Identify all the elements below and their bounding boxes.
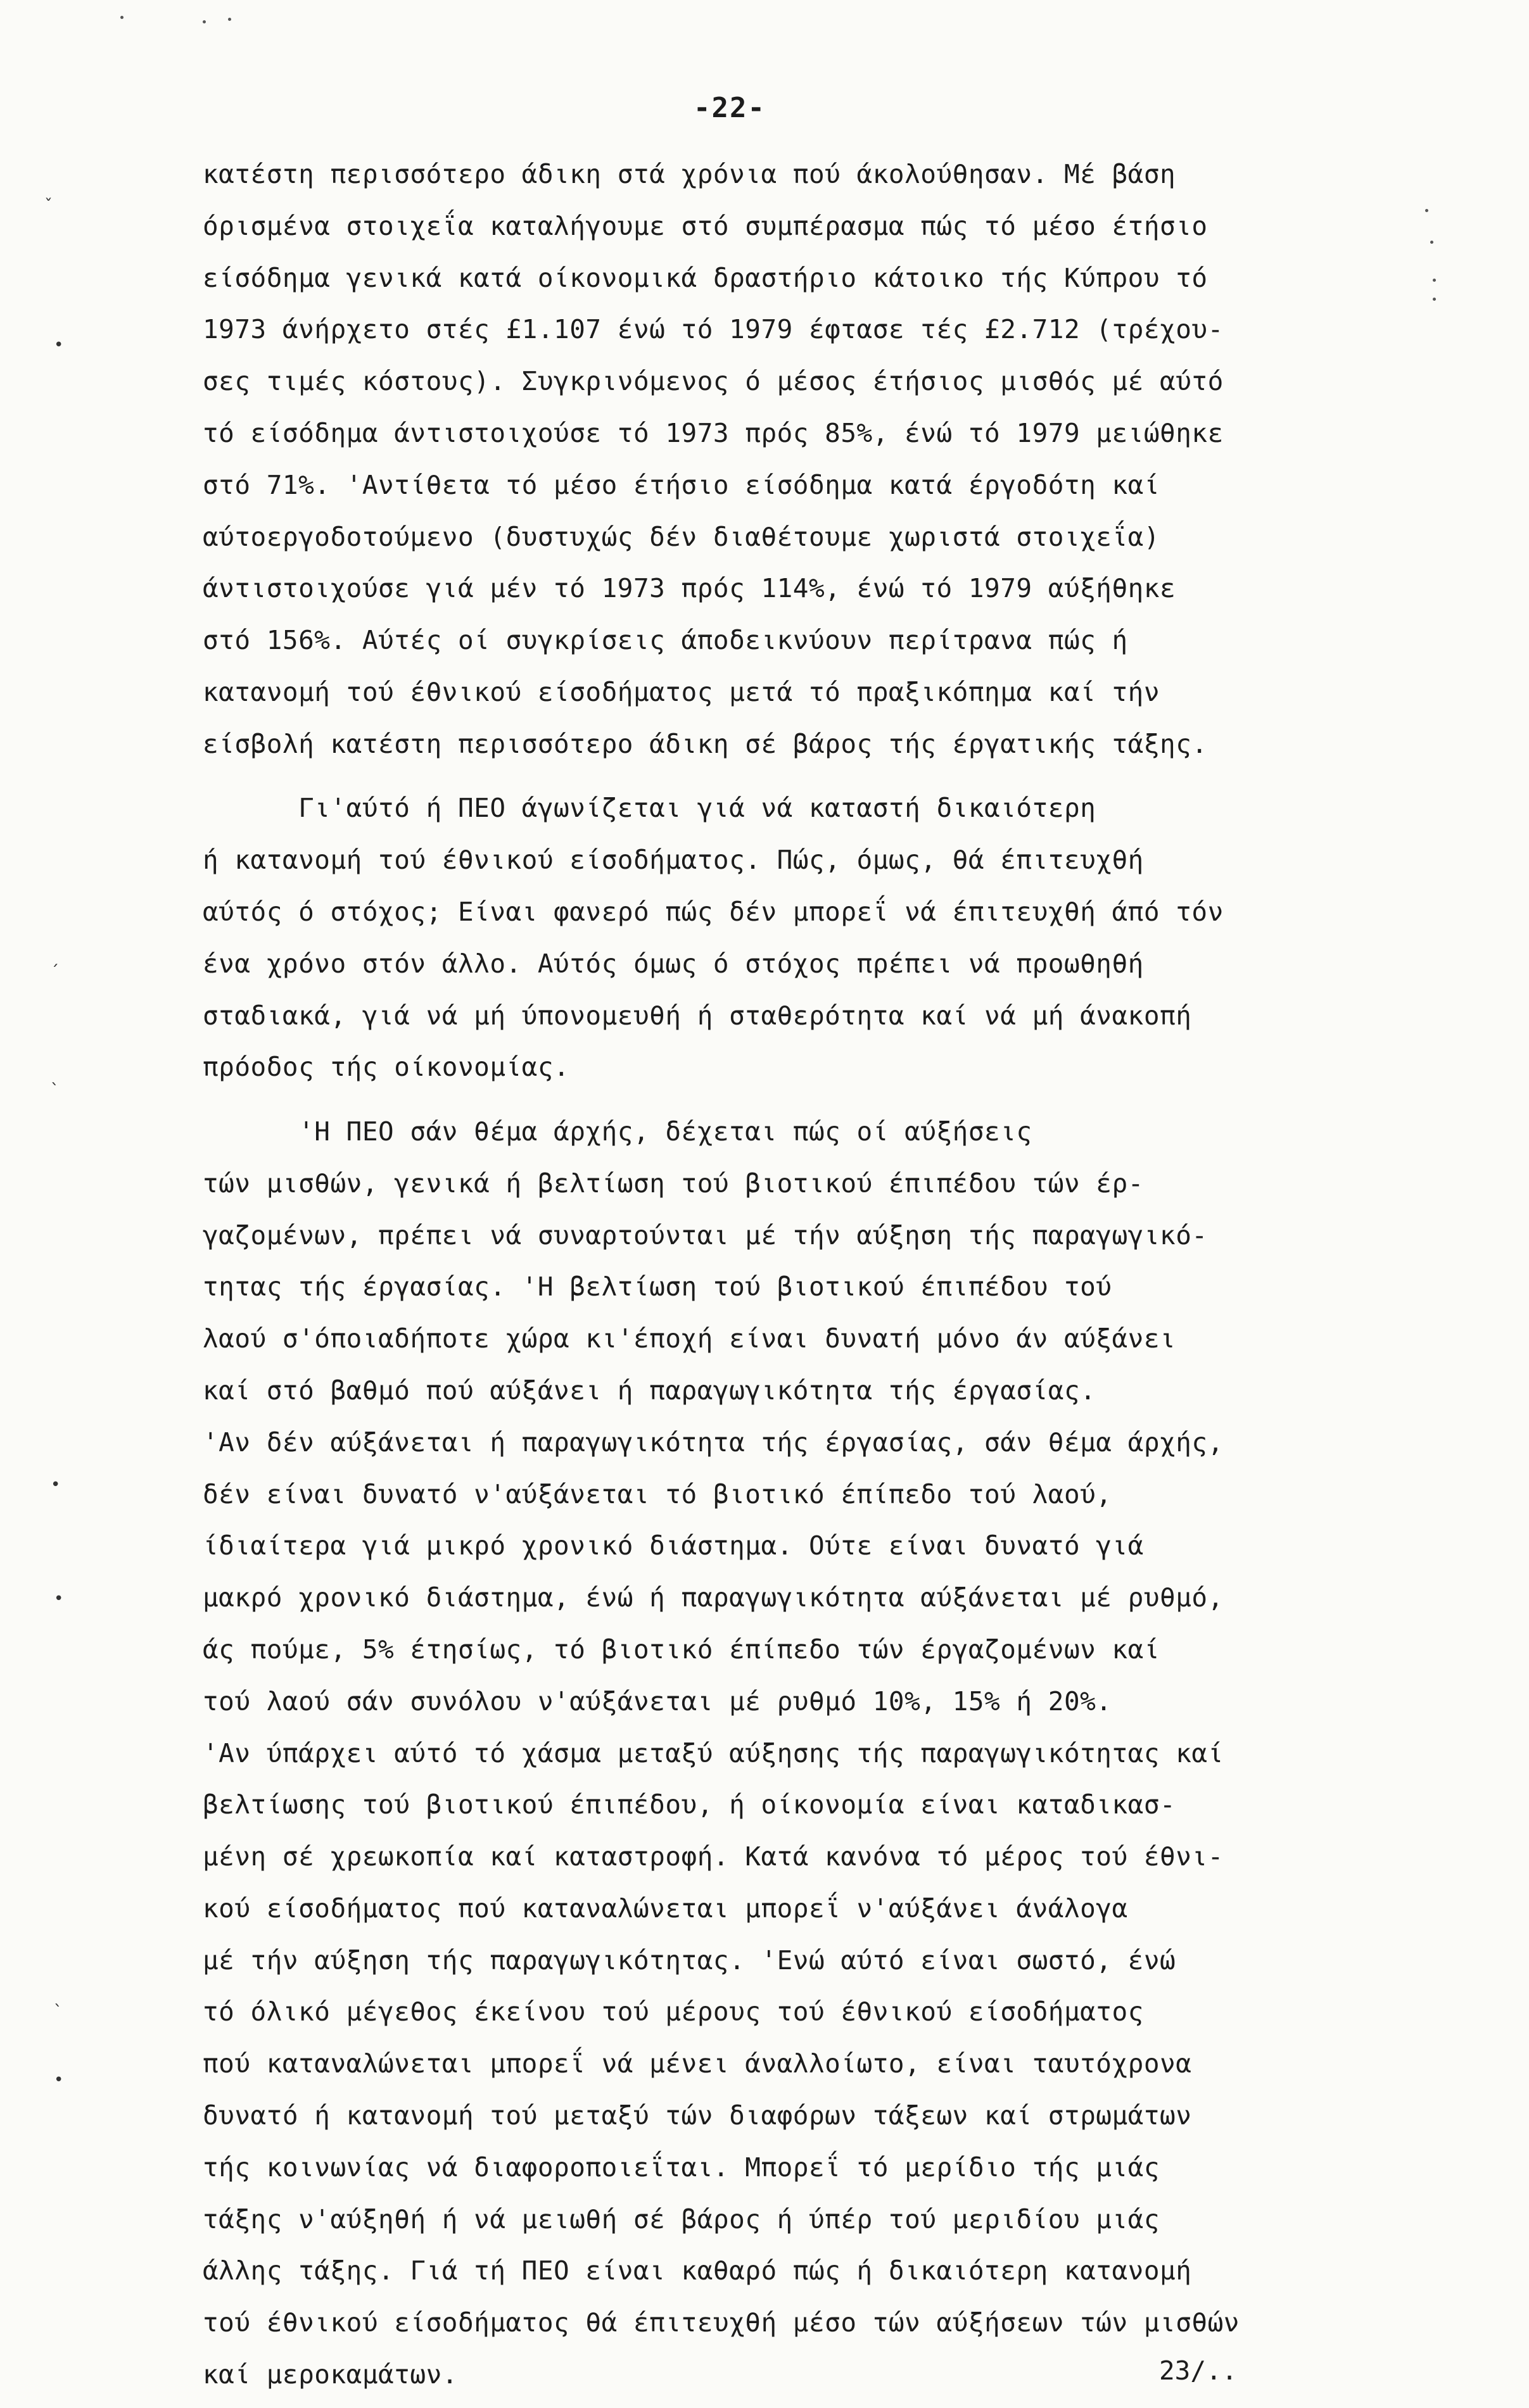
text-line: στό 156%. Αύτές οί συγκρίσεις άποδεικνύουν περίτρανα πώς ή — [203, 625, 1128, 655]
text-line: άς πούμε, 5% έτησίως, τό βιοτικό έπίπεδο τών έργαζομένων καί — [203, 1634, 1160, 1665]
scan-speck — [120, 16, 124, 19]
text-line: 1973 άνήρχετο στές £1.107 ένώ τό 1979 έφτασε τές £2.712 (τρέχου- — [203, 314, 1224, 344]
scan-speck — [1430, 241, 1433, 244]
text-line: δέν είναι δυνατό ν'αύξάνεται τό βιοτικό έπίπεδο τού λαού, — [203, 1479, 1112, 1510]
text-line: σες τιμές κόστους). Συγκρινόμενος ό μέσος έτήσιος μισθός μέ αύτό — [203, 366, 1224, 396]
text-line: αύτός ό στόχος; Είναι φανερό πώς δέν μπορεΐ νά έπιτευχθή άπό τόν — [203, 897, 1224, 927]
text-line: αύτοεργοδοτούμενο (δυστυχώς δέν διαθέτουμε χωριστά στοιχεΐα) — [203, 522, 1160, 552]
text-line: λαού σ'όποιαδήποτε χώρα κι'έποχή είναι δυνατή μόνο άν αύξάνει — [203, 1323, 1176, 1354]
text-line: καί μεροκαμάτων. — [203, 2359, 458, 2390]
margin-mark: • — [51, 1475, 61, 1494]
margin-mark: • — [54, 2071, 64, 2090]
text-line: άντιστοιχούσε γιά μέν τό 1973 πρός 114%, ένώ τό 1979 αύξήθηκε — [203, 573, 1176, 603]
text-line: ένα χρόνο στόν άλλο. Αύτός όμως ό στόχος πρέπει νά προωθηθή — [203, 949, 1144, 979]
text-line: δυνατό ή κατανομή τού μεταξύ τών διαφόρων τάξεων καί στρωμάτων — [203, 2100, 1192, 2131]
text-line: 'Η ΠΕΟ σάν θέμα άρχής, δέχεται πώς οί αύξήσεις — [203, 1116, 1032, 1147]
margin-mark: ˇ — [44, 196, 53, 215]
scan-speck — [203, 20, 206, 23]
next-page-marker: 23/.. — [1159, 2355, 1238, 2386]
text-line: πού καταναλώνεται μπορεΐ νά μένει άναλλοίωτο, είναι ταυτόχρονα — [203, 2048, 1192, 2079]
margin-mark: ˊ — [51, 962, 59, 981]
text-line: κατέστη περισσότερο άδικη στά χρόνια πού άκολούθησαν. Μέ βάση — [203, 159, 1176, 189]
text-line: τάξης ν'αύξηθή ή νά μειωθή σέ βάρος ή ύπέρ τού μεριδίου μιάς — [203, 2204, 1160, 2235]
text-line: τό είσόδημα άντιστοιχούσε τό 1973 πρός 85%, ένώ τό 1979 μειώθηκε — [203, 418, 1224, 448]
text-line: γαζομένων, πρέπει νά συναρτούνται μέ τήν αύξηση τής παραγωγικό- — [203, 1220, 1208, 1251]
text-line: Γι'αύτό ή ΠΕΟ άγωνίζεται γιά νά καταστή δικαιότερη — [203, 793, 1096, 823]
text-line: βελτίωσης τού βιοτικού έπιπέδου, ή οίκονομία είναι καταδικασ- — [203, 1789, 1176, 1820]
text-line: σταδιακά, γιά νά μή ύπονομευθή ή σταθερότητα καί νά μή άνακοπή — [203, 1000, 1192, 1031]
text-line: κατανομή τού έθνικού είσοδήματος μετά τό πραξικόπημα καί τήν — [203, 677, 1160, 707]
text-line: τού έθνικού είσοδήματος θά έπιτευχθή μέσο τών αύξήσεων τών μισθών — [203, 2307, 1240, 2338]
scan-speck — [228, 18, 231, 21]
text-line: τό όλικό μέγεθος έκείνου τού μέρους τού έθνικού είσοδήματος — [203, 1996, 1144, 2027]
text-line: ίδιαίτερα γιά μικρό χρονικό διάστημα. Ούτε είναι δυνατό γιά — [203, 1530, 1144, 1561]
text-line: κού είσοδήματος πού καταναλώνεται μπορεΐ ν'αύξάνει άνάλογα — [203, 1893, 1128, 1924]
text-line: τητας τής έργασίας. 'Η βελτίωση τού βιοτικού έπιπέδου τού — [203, 1271, 1112, 1302]
margin-mark: ˎ — [54, 1988, 62, 2007]
text-line: 'Αν δέν αύξάνεται ή παραγωγικότητα τής έργασίας, σάν θέμα άρχής, — [203, 1427, 1224, 1458]
margin-mark: • — [54, 1589, 64, 1608]
text-line: είσβολή κατέστη περισσότερο άδικη σέ βάρος τής έργατικής τάξης. — [203, 729, 1208, 759]
text-line: άλλης τάξης. Γιά τή ΠΕΟ είναι καθαρό πώς ή δικαιότερη κατανομή — [203, 2255, 1192, 2286]
page-number: -22- — [694, 92, 766, 124]
text-line: καί στό βαθμό πού αύξάνει ή παραγωγικότητα τής έργασίας. — [203, 1375, 1096, 1406]
margin-mark: ˎ — [51, 1067, 59, 1086]
margin-mark: • — [54, 336, 64, 355]
text-line: μακρό χρονικό διάστημα, ένώ ή παραγωγικότητα αύξάνεται μέ ρυθμό, — [203, 1582, 1224, 1613]
text-line: είσόδημα γενικά κατά οίκονομικά δραστήριο κάτοικο τής Κύπρου τό — [203, 263, 1208, 293]
text-line: 'Αν ύπάρχει αύτό τό χάσμα μεταξύ αύξησης τής παραγωγικότητας καί — [203, 1738, 1224, 1768]
text-line: τής κοινωνίας νά διαφοροποιεΐται. Μπορεΐ τό μερίδιο τής μιάς — [203, 2152, 1160, 2183]
text-line: μένη σέ χρεωκοπία καί καταστροφή. Κατά κανόνα τό μέρος τού έθνι- — [203, 1841, 1224, 1872]
text-line: ή κατανομή τού έθνικού είσοδήματος. Πώς, όμως, θά έπιτευχθή — [203, 845, 1144, 875]
scan-speck — [1433, 279, 1436, 282]
text-line: μέ τήν αύξηση τής παραγωγικότητας. 'Ενώ αύτό είναι σωστό, ένώ — [203, 1945, 1176, 1976]
scan-speck — [1425, 209, 1428, 212]
text-line: τού λαού σάν συνόλου ν'αύξάνεται μέ ρυθμό 10%, 15% ή 20%. — [203, 1686, 1112, 1717]
text-line: πρόοδος τής οίκονομίας. — [203, 1052, 570, 1082]
scan-speck — [1433, 298, 1436, 301]
text-line: όρισμένα στοιχεΐα καταλήγουμε στό συμπέρασμα πώς τό μέσο έτήσιο — [203, 211, 1208, 241]
text-line: στό 71%. 'Αντίθετα τό μέσο έτήσιο είσόδημα κατά έργοδότη καί — [203, 470, 1160, 500]
text-line: τών μισθών, γενικά ή βελτίωση τού βιοτικού έπιπέδου τών έρ- — [203, 1168, 1144, 1199]
